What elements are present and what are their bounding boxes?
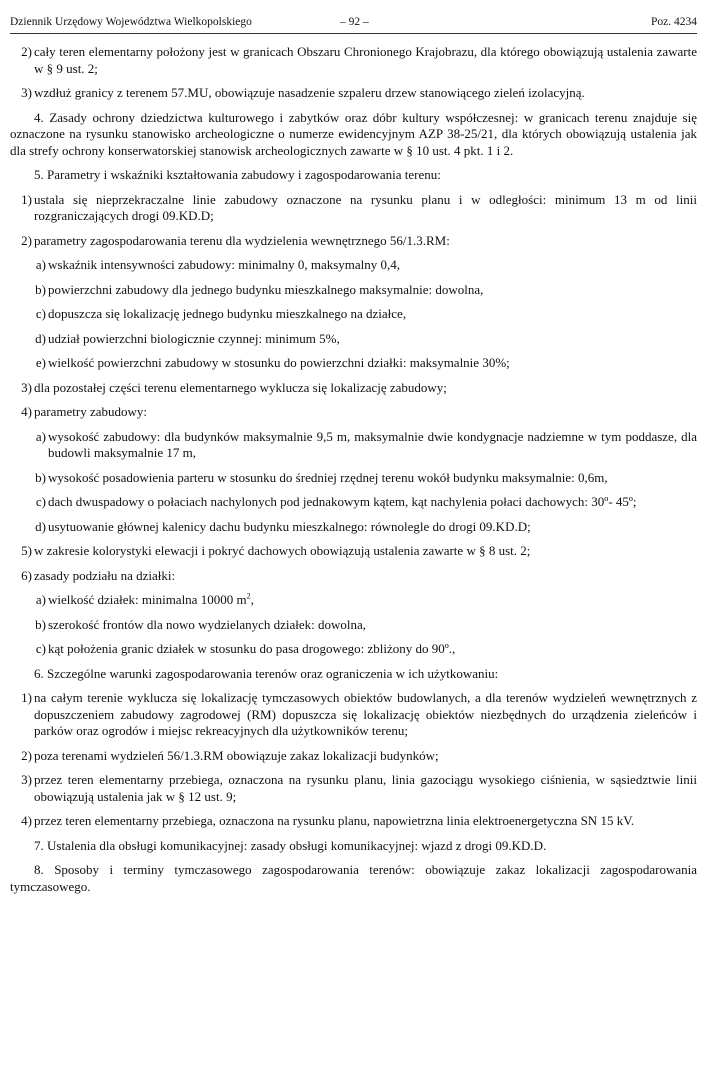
list-item-label: a) [35,592,46,607]
sub-list-item [10,494,697,511]
list-item-text: powierzchni zabudowy dla jednego budynku mieszkalnego maksymalnie: dowolna, [48,281,484,297]
position-number: Poz. 4234 [651,16,697,28]
list-item [10,192,697,225]
list-item-label: 2) [21,747,32,763]
list-item-label: b) [35,469,46,485]
list-item [10,813,697,830]
list-item-label: b) [35,281,46,297]
superscript: 2 [246,591,251,601]
sub-list-item [10,282,697,299]
document-body [10,44,697,903]
list-item-text: kąt położenia granic działek w stosunku do pasa drogowego: zbliżony do 90º., [48,641,456,656]
list-item [10,380,697,397]
paragraph: 4. Zasady ochrony dziedzictwa kulturowego i zabytków oraz dóbr kultury współczesnej: w granicach terenu znajduje się oznaczone na rysunku stanowisko archeologiczne o numerze ewidencyjnym AZP 38-25/21, dla których obowiązują ustalenia jak dla strefy ochrony konserwatorskiej stanowisk archeologicznych zawarte w § 10 ust. 4 pkt. 1 i 2. [10,109,697,158]
paragraph: 6. Szczególne warunki zagospodarowania terenów oraz ograniczenia w ich użytkowaniu: [34,665,499,681]
list-item [10,543,697,560]
list-item-text: wysokość zabudowy: dla budynków maksymalnie 9,5 m, maksymalnie dwie kondygnacje nadziemne w tym poddasze, dla budowli maksymalnie 17 m, [48,428,697,460]
page-header [10,14,697,32]
list-item-text: dach dwuspadowy o połaciach nachylonych pod jednakowym kątem, kąt nachylenia połaci dachowych: 30º- 45º; [48,494,637,509]
sub-list-item [10,429,697,462]
list-item-text: zasady podziału na działki: [34,567,176,583]
list-item-label: 1) [21,690,32,705]
list-item [10,44,697,77]
list-item-label: 3) [21,85,32,100]
list-item-label: 2) [21,44,32,59]
list-item-label: a) [35,428,46,444]
list-item-label: c) [35,641,46,656]
sub-list-item [10,617,697,634]
list-item-label: 6) [21,567,32,583]
header-divider [10,33,697,34]
list-item-text: dla pozostałej części terenu elementarnego wyklucza się lokalizację zabudowy; [34,379,447,395]
sub-list-item [10,592,697,609]
list-item [10,568,697,585]
list-item [10,233,697,250]
list-item-text: na całym terenie wyklucza się lokalizację tymczasowych obiektów budowlanych, a dla terenów wydzieleń wewnętrznych z dopuszczeniem zabudowy zagrodowej (RM) dopuszcza się lokalizację obiektów niezbędnych do urządzenia zieleńców i parków oraz ogrodów i miejsc rekreacyjnych dla użytkowników terenu; [34,690,697,738]
list-item-label: 3) [21,772,32,787]
sub-list-item [10,331,697,348]
list-item-text: w zakresie kolorystyki elewacji i pokryć dachowych obowiązują ustalenia zawarte w § 8 ust. 2; [34,543,531,558]
list-item-text: przez teren elementarny przebiega, oznaczona na rysunku planu, napowietrzna linia elektroenergetyczna SN 15 kV. [34,813,635,828]
journal-title: Dziennik Urzędowy Województwa Wielkopolskiego [10,16,252,28]
list-item-text: wysokość posadowienia parteru w stosunku do średniej rzędnej terenu wokół budynku maksymalnie: 0,6m, [48,469,608,485]
sub-list-item [10,355,697,372]
list-item-label: 2) [21,232,32,248]
list-item [10,85,697,102]
paragraph: 5. Parametry i wskaźniki kształtowania zabudowy i zagospodarowania terenu: [34,167,441,182]
list-item-text: cały teren elementarny położony jest w granicach Obszaru Chronionego Krajobrazu, dla którego obowiązują ustalenia zawarte w § 9 ust. 2; [34,44,697,76]
list-item-text: udział powierzchni biologicznie czynnej: minimum 5%, [48,330,340,346]
list-item-text: wielkość powierzchni zabudowy w stosunku do powierzchni działki: maksymalnie 30%; [48,355,510,370]
list-item-label: d) [35,518,46,534]
list-item-label: 4) [21,404,32,419]
list-item-text: szerokość frontów dla nowo wydzielanych działek: dowolna, [48,616,367,632]
sub-list-item [10,641,697,658]
list-item-label: c) [35,306,46,321]
list-item-text: parametry zabudowy: [34,404,147,419]
list-item-label: e) [35,355,46,370]
sub-list-item [10,470,697,487]
list-item-label: 5) [21,543,32,558]
list-item [10,690,697,740]
list-item [10,748,697,765]
page-number: – 92 – [340,16,369,28]
list-item-text: wzdłuż granicy z terenem 57.MU, obowiązuje nasadzenie szpaleru drzew stanowiącego zieleń izolacyjną. [34,85,585,100]
list-item-text: ustala się nieprzekraczalne linie zabudowy oznaczone na rysunku planu i w odległości: minimum 13 m od linii rozgraniczających drogi 09.KD.D; [34,191,697,223]
list-item-label: a) [35,257,46,272]
trailing-punctuation: , [250,592,254,607]
paragraph: 8. Sposoby i terminy tymczasowego zagospodarowania terenów: obowiązuje zakaz lokalizacji zagospodarowania tymczasowego. [10,862,697,894]
list-item-label: 3) [21,379,32,395]
paragraph: 7. Ustalenia dla obsługi komunikacyjnej: zasady obsługi komunikacyjnej: wjazd z drogi 09.KD.D. [34,837,547,853]
list-item [10,404,697,421]
list-item [10,772,697,805]
list-item-text: wielkość działek: minimalna 10000 m [48,592,247,607]
list-item-label: b) [35,616,46,632]
list-item-text: usytuowanie głównej kalenicy dachu budynku mieszkalnego: równolegle do drogi 09.KD.D; [48,518,531,534]
list-item-text: poza terenami wydzieleń 56/1.3.RM obowiązuje zakaz lokalizacji budynków; [34,747,439,763]
sub-list-item [10,257,697,274]
sub-list-item [10,306,697,323]
list-item-label: 1) [21,191,32,207]
list-item-text: parametry zagospodarowania terenu dla wydzielenia wewnętrznego 56/1.3.RM: [34,232,450,248]
list-item-text: wskaźnik intensywności zabudowy: minimalny 0, maksymalny 0,4, [48,257,401,272]
list-item-text: przez teren elementarny przebiega, oznaczona na rysunku planu, linia gazociągu wysokiego ciśnienia, w sąsiedztwie linii obowiązują ustalenia jak w § 12 ust. 9; [34,772,697,804]
list-item-text: dopuszcza się lokalizację jednego budynku mieszkalnego na działce, [48,306,407,321]
list-item-label: d) [35,330,46,346]
sub-list-item [10,519,697,536]
list-item-label: c) [35,494,46,509]
list-item-label: 4) [21,813,32,828]
